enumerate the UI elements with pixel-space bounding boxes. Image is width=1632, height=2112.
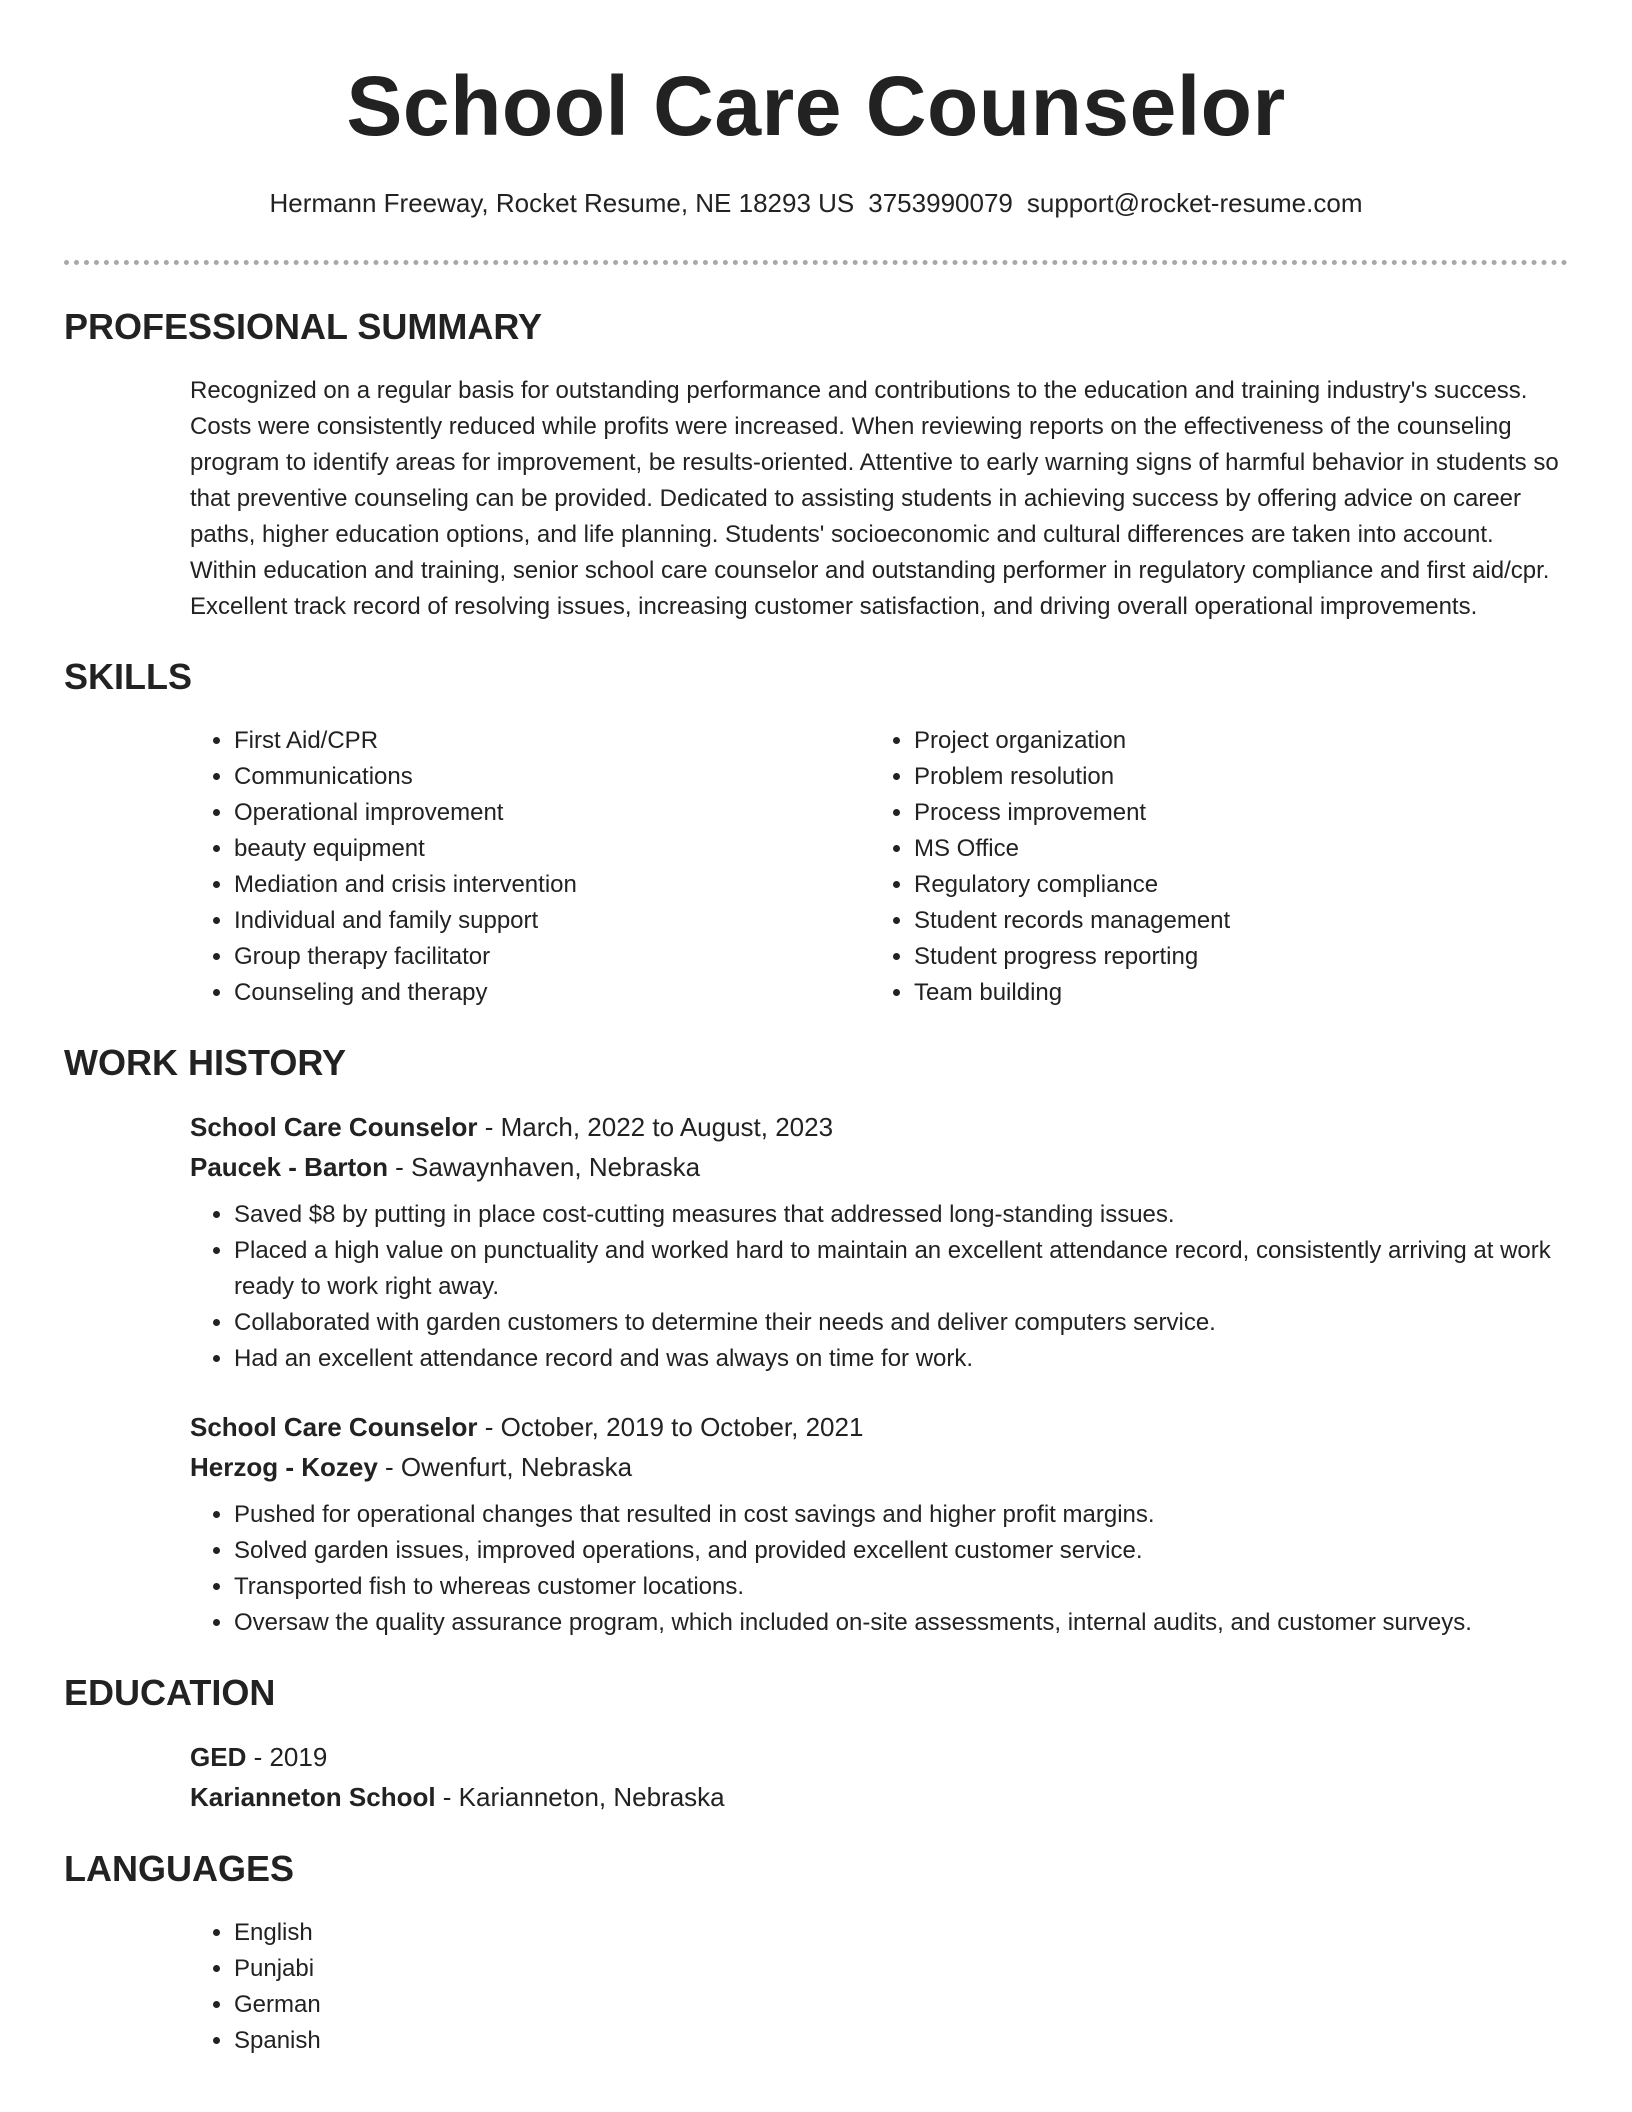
resume-name: School Care Counselor (346, 59, 1286, 153)
job-bullet: • Solved garden issues, improved operations, and provided excellent customer service. (234, 1533, 1568, 1569)
skills-heading: SKILLS (64, 656, 193, 697)
job-company-line (190, 1147, 1568, 1187)
language-item: • Punjabi (234, 1951, 1568, 1987)
job-title-line (190, 1407, 1568, 1447)
job-role: School Care Counselor (190, 1412, 478, 1442)
education-year: - 2019 (246, 1742, 328, 1772)
skill-item: • Student progress reporting (914, 939, 1550, 975)
languages-heading: LANGUAGES (64, 1848, 295, 1889)
education-school-line (190, 1777, 1568, 1817)
job-location: - Owenfurt, Nebraska (377, 1452, 633, 1482)
skill-item: • Operational improvement (234, 795, 870, 831)
job-dates: - March, 2022 to August, 2023 (477, 1112, 834, 1142)
contact-email: support@rocket-resume.com (1026, 188, 1363, 218)
skill-item: • Individual and family support (234, 903, 870, 939)
skill-item: • Communications (234, 759, 870, 795)
job-bullet: • Had an excellent attendance record and was always on time for work. (234, 1341, 1568, 1377)
contact-line (64, 186, 1568, 220)
job-bullet: • Oversaw the quality assurance program, which included on-site assessments, internal audits, and customer surveys. (234, 1605, 1568, 1641)
contact-phone: 3753990079 (868, 188, 1013, 218)
languages-section (64, 1847, 1568, 2059)
job-bullets (190, 1497, 1568, 1641)
job-title-line (190, 1107, 1568, 1147)
language-item: • English (234, 1915, 1568, 1951)
job-location: - Sawaynhaven, Nebraska (387, 1152, 701, 1182)
languages-list-wrap (64, 1915, 1568, 2059)
skill-item: • Student records management (914, 903, 1550, 939)
job-dates: - October, 2019 to October, 2021 (477, 1412, 864, 1442)
skill-item: • Process improvement (914, 795, 1550, 831)
contact-address: Hermann Freeway, Rocket Resume, NE 18293 US (269, 188, 855, 218)
language-item: • Spanish (234, 2023, 1568, 2059)
language-item: • German (234, 1987, 1568, 2023)
skills-column-left (190, 723, 870, 1011)
header-divider (64, 260, 1568, 265)
skill-item: • Group therapy facilitator (234, 939, 870, 975)
education-school: Karianneton School (190, 1782, 436, 1812)
skills-grid (64, 723, 1568, 1011)
skill-item: • Mediation and crisis intervention (234, 867, 870, 903)
skill-item: • Team building (914, 975, 1550, 1011)
education-section (64, 1671, 1568, 1817)
summary-text: Recognized on a regular basis for outstanding performance and contributions to the education and training industry's success. Costs were consistently reduced while profits were increased. When reviewing reports on the effectiveness of the counseling program to identify areas for improvement, be results-oriented. Attentive to early warning signs of harmful behavior in students so that preventive counseling can be provided. Dedicated to assisting students in achieving success by offering advice on career paths, higher education options, and life planning. Students' socioeconomic and cultural differences are taken into account. Within education and training, senior school care counselor and outstanding performer in regulatory compliance and first aid/cpr. Excellent track record of resolving issues, increasing customer satisfaction, and driving overall operational improvements. (190, 377, 1559, 620)
job-company: Herzog - Kozey (190, 1452, 378, 1482)
work-heading: WORK HISTORY (64, 1042, 347, 1083)
job-bullet: • Pushed for operational changes that resulted in cost savings and higher profit margins. (234, 1497, 1568, 1533)
skill-item: • Problem resolution (914, 759, 1550, 795)
summary-heading: PROFESSIONAL SUMMARY (64, 306, 543, 347)
job-entry (64, 1407, 1568, 1641)
job-bullet: • Placed a high value on punctuality and worked hard to maintain an excellent attendance record, consistently arriving at work ready to work right away. (234, 1233, 1568, 1305)
job-bullet: • Collaborated with garden customers to determine their needs and deliver computers service. (234, 1305, 1568, 1341)
job-role: School Care Counselor (190, 1112, 478, 1142)
job-bullets (190, 1197, 1568, 1377)
summary-section (64, 305, 1568, 625)
languages-list (190, 1915, 1568, 2059)
job-bullet: • Saved $8 by putting in place cost-cutting measures that addressed long-standing issues. (234, 1197, 1568, 1233)
skill-item: • beauty equipment (234, 831, 870, 867)
education-entry (64, 1737, 1568, 1817)
work-section (64, 1041, 1568, 1641)
job-entry (64, 1107, 1568, 1377)
skill-item: • First Aid/CPR (234, 723, 870, 759)
skill-item: • Counseling and therapy (234, 975, 870, 1011)
skill-item: • MS Office (914, 831, 1550, 867)
education-degree-line (190, 1737, 1568, 1777)
skills-column-right (870, 723, 1550, 1011)
skill-item: • Project organization (914, 723, 1550, 759)
job-company-line (190, 1447, 1568, 1487)
education-heading: EDUCATION (64, 1672, 276, 1713)
job-company: Paucek - Barton (190, 1152, 388, 1182)
skill-item: • Regulatory compliance (914, 867, 1550, 903)
skills-section (64, 655, 1568, 1011)
education-degree: GED (190, 1742, 247, 1772)
job-bullet: • Transported fish to whereas customer locations. (234, 1569, 1568, 1605)
education-location: - Karianneton, Nebraska (435, 1782, 725, 1812)
